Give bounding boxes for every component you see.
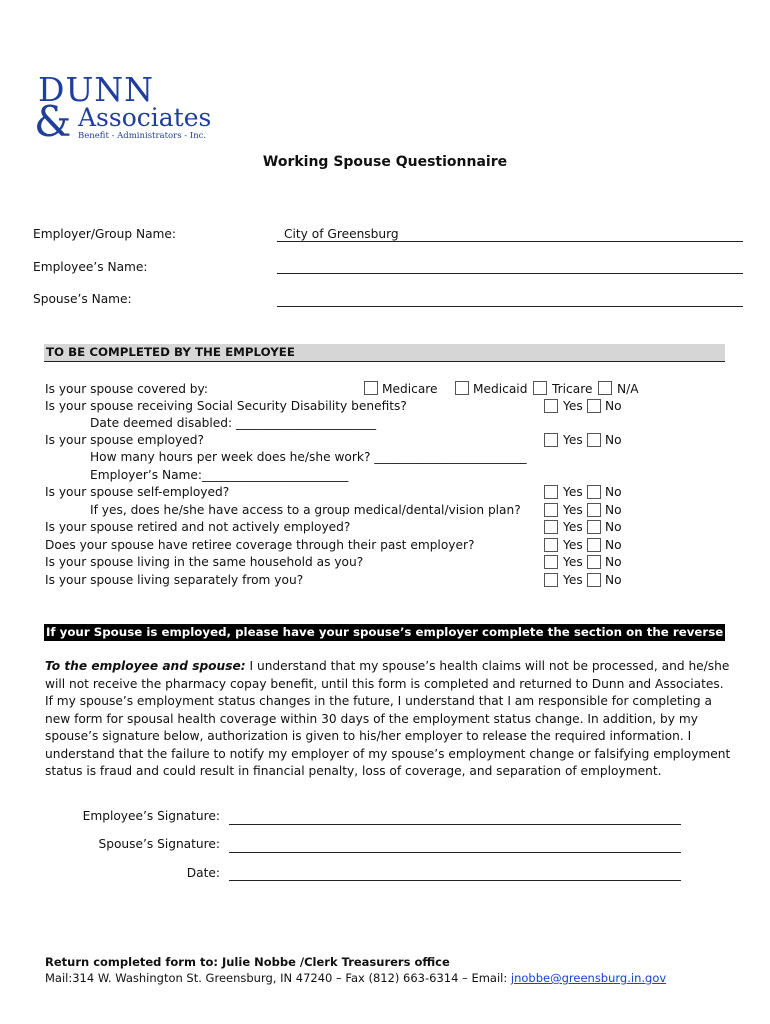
question-same-household: Is your spouse living in the same household as you? <box>45 555 364 569</box>
spouse-name-label: Spouse’s Name: <box>33 292 132 306</box>
footer-mail-fax: Mail:314 W. Washington St. Greensburg, IN 47240 – Fax (812) 663-6314 – Email: <box>45 971 511 985</box>
employee-section-header <box>44 344 725 362</box>
na-checkbox[interactable] <box>598 381 612 395</box>
employed-no-label: No <box>605 433 622 447</box>
self-employed-yes-label: Yes <box>563 485 583 499</box>
employed-notice-text: If your Spouse is employed, please have your spouse’s employer complete the section on the reverse side. <box>46 625 724 653</box>
footer-return-to: Return completed form to: Julie Nobbe /Clerk Treasurers office <box>45 955 450 969</box>
group-plan-no-checkbox[interactable] <box>587 503 601 517</box>
employed-yes-checkbox[interactable] <box>544 433 558 447</box>
retiree-coverage-no-checkbox[interactable] <box>587 538 601 552</box>
retired-no-checkbox[interactable] <box>587 520 601 534</box>
separately-yes-label: Yes <box>563 573 583 587</box>
self-employed-yes-checkbox[interactable] <box>544 485 558 499</box>
question-self-employed: Is your spouse self-employed? <box>45 485 230 499</box>
retiree-coverage-no-label: No <box>605 538 622 552</box>
footer-contact <box>45 971 666 985</box>
medicare-label: Medicare <box>382 382 438 396</box>
same-household-no-checkbox[interactable] <box>587 555 601 569</box>
statement-body: I understand that my spouse’s health claims will not be processed, and he/she will not receive the pharmacy copay benefit, until this form is completed and returned to Dunn and Associates. If my spouse’s employment status changes in the future, I understand that I am responsible for completing a new form for spousal health coverage within 30 days of the employment status change. In addition, by my spouse’s signature below, authorization is given to his/her employer to release the required information. I understand that the failure to notify my employer of my spouse’s employment change or falsifying employment status is fraud and could result in financial penalty, loss of coverage, and separation of employment. <box>45 659 731 778</box>
ssd-no-checkbox[interactable] <box>587 399 601 413</box>
logo-dunn-text: DUNN <box>38 70 155 109</box>
employed-notice-bar <box>44 624 725 653</box>
separately-no-checkbox[interactable] <box>587 573 601 587</box>
medicaid-checkbox[interactable] <box>455 381 469 395</box>
question-group-plan: If yes, does he/she have access to a group medical/dental/vision plan? <box>90 503 521 517</box>
same-household-yes-checkbox[interactable] <box>544 555 558 569</box>
employer-group-value[interactable]: City of Greensburg <box>284 227 399 241</box>
separately-yes-checkbox[interactable] <box>544 573 558 587</box>
employer-name-field[interactable]: Employer’s Name:________________________ <box>90 468 349 482</box>
logo-associates-text: Associates <box>78 103 212 132</box>
retired-no-label: No <box>605 520 622 534</box>
tricare-label: Tricare <box>552 382 593 396</box>
dunn-associates-logo <box>34 70 244 146</box>
spouse-signature-label: Spouse’s Signature: <box>98 837 220 851</box>
spouse-name-line <box>277 306 743 307</box>
hours-field[interactable]: How many hours per week does he/she work? _________________________ <box>90 450 527 464</box>
employed-yes-label: Yes <box>563 433 583 447</box>
self-employed-no-label: No <box>605 485 622 499</box>
question-retired: Is your spouse retired and not actively employed? <box>45 520 351 534</box>
question-separately: Is your spouse living separately from you? <box>45 573 304 587</box>
logo-ampersand: & <box>34 97 72 146</box>
retired-yes-checkbox[interactable] <box>544 520 558 534</box>
employee-signature-line[interactable] <box>229 824 681 825</box>
ssd-yes-checkbox[interactable] <box>544 399 558 413</box>
tricare-checkbox[interactable] <box>533 381 547 395</box>
question-retiree-coverage: Does your spouse have retiree coverage through their past employer? <box>45 538 475 552</box>
employer-group-line <box>277 241 743 242</box>
employer-group-label: Employer/Group Name: <box>33 227 177 241</box>
medicaid-label: Medicaid <box>473 382 528 396</box>
employee-name-label: Employee’s Name: <box>33 260 148 274</box>
ssd-no-label: No <box>605 399 622 413</box>
question-ssd: Is your spouse receiving Social Security Disability benefits? <box>45 399 407 413</box>
na-label: N/A <box>617 382 639 396</box>
employee-signature-label: Employee’s Signature: <box>82 809 220 823</box>
authorization-statement <box>45 658 735 781</box>
date-line[interactable] <box>229 880 681 881</box>
same-household-yes-label: Yes <box>563 555 583 569</box>
date-disabled-field[interactable]: Date deemed disabled: _______________________ <box>90 416 377 430</box>
date-label: Date: <box>186 866 220 880</box>
question-covered-by: Is your spouse covered by: <box>45 382 208 396</box>
footer-email-link[interactable]: jnobbe@greensburg.in.gov <box>510 971 667 985</box>
group-plan-yes-label: Yes <box>563 503 583 517</box>
self-employed-no-checkbox[interactable] <box>587 485 601 499</box>
question-employed: Is your spouse employed? <box>45 433 204 447</box>
retired-yes-label: Yes <box>563 520 583 534</box>
employee-name-line <box>277 273 743 274</box>
spouse-signature-line[interactable] <box>229 852 681 853</box>
group-plan-no-label: No <box>605 503 622 517</box>
logo-tagline: Benefit - Administrators - Inc. <box>78 131 207 141</box>
same-household-no-label: No <box>605 555 622 569</box>
page-title: Working Spouse Questionnaire <box>262 154 508 170</box>
employee-section-title: TO BE COMPLETED BY THE EMPLOYEE <box>46 345 295 359</box>
medicare-checkbox[interactable] <box>364 381 378 395</box>
retiree-coverage-yes-checkbox[interactable] <box>544 538 558 552</box>
statement-lead: To the employee and spouse: <box>45 659 246 673</box>
employed-no-checkbox[interactable] <box>587 433 601 447</box>
group-plan-yes-checkbox[interactable] <box>544 503 558 517</box>
separately-no-label: No <box>605 573 622 587</box>
retiree-coverage-yes-label: Yes <box>563 538 583 552</box>
ssd-yes-label: Yes <box>563 399 583 413</box>
